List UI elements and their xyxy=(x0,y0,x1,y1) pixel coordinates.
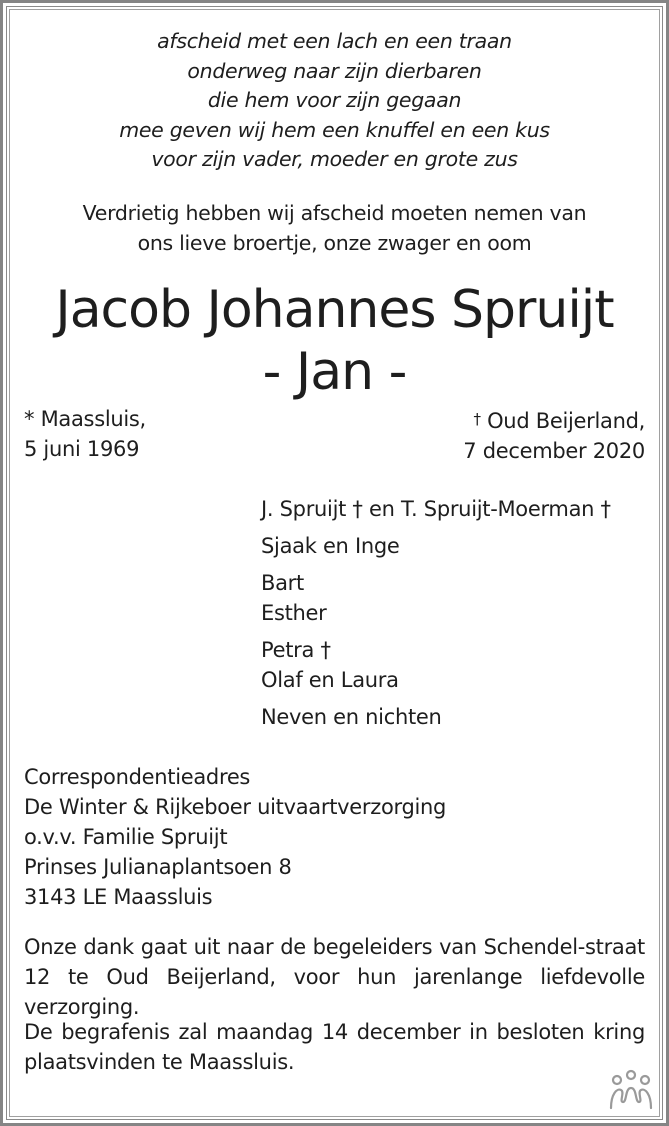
poem xyxy=(24,27,645,175)
family-member: Neven en nichten xyxy=(261,705,442,729)
family-member: Petra † xyxy=(261,638,331,662)
intro-line: ons lieve broertje, onze zwager en oom xyxy=(137,230,532,255)
birth-place: Maassluis, xyxy=(40,407,146,431)
intro-text xyxy=(24,199,645,258)
address-line: o.v.v. Familie Spruijt xyxy=(24,825,228,849)
death-cross-icon: † xyxy=(473,410,481,428)
birth-date: 5 juni 1969 xyxy=(24,437,140,461)
family-member: Sjaak en Inge xyxy=(261,534,400,558)
family-list xyxy=(261,494,611,739)
address-line: Prinses Julianaplantsoen 8 xyxy=(24,855,292,879)
poem-line: onderweg naar zijn dierbaren xyxy=(187,58,482,83)
death-info xyxy=(463,404,645,466)
birth-place-line xyxy=(24,404,146,434)
poem-line: die hem voor zijn gegaan xyxy=(207,88,462,112)
family-group xyxy=(261,568,611,628)
address-label: Correspondentieadres xyxy=(24,765,251,789)
birth-symbol: * xyxy=(24,407,35,431)
family-group xyxy=(261,531,611,561)
family-group xyxy=(261,494,611,524)
funeral-paragraph: De begrafenis zal maandag 14 december in besloten kring plaatsvinden te Maassluis. xyxy=(24,1020,645,1074)
birth-info xyxy=(24,404,146,464)
thanks-paragraph: Onze dank gaat uit naar de begeleiders van Schendel-straat 12 te Oud Beijerland, voor hun jarenlange liefdevolle verzorging. xyxy=(24,935,645,1019)
death-place: Oud Beijerland, xyxy=(487,409,645,433)
poem-line: mee geven wij hem een knuffel en een kus xyxy=(119,117,550,142)
family-member: Olaf en Laura xyxy=(261,668,399,692)
family-member: Esther xyxy=(261,601,327,625)
family-member: J. Spruijt † en T. Spruijt-Moerman † xyxy=(261,497,611,521)
family-group xyxy=(261,702,611,732)
death-date: 7 december 2020 xyxy=(463,439,645,463)
deceased-nickname: - Jan - xyxy=(262,342,407,402)
death-place-line xyxy=(463,404,645,436)
poem-line: afscheid met een lach en een traan xyxy=(157,29,512,53)
poem-line: voor zijn vader, moeder en grote zus xyxy=(151,147,518,171)
family-member: Bart xyxy=(261,571,304,595)
address-line: 3143 LE Maassluis xyxy=(24,885,213,909)
address-line: De Winter & Rijkeboer uitvaartverzorging xyxy=(24,795,447,819)
family-group xyxy=(261,635,611,695)
intro-line: Verdrietig hebben wij afscheid moeten nemen van xyxy=(82,201,587,225)
correspondence-address xyxy=(24,762,446,912)
deceased-name: Jacob Johannes Spruijt xyxy=(55,280,614,340)
people-group-icon xyxy=(609,1068,653,1110)
